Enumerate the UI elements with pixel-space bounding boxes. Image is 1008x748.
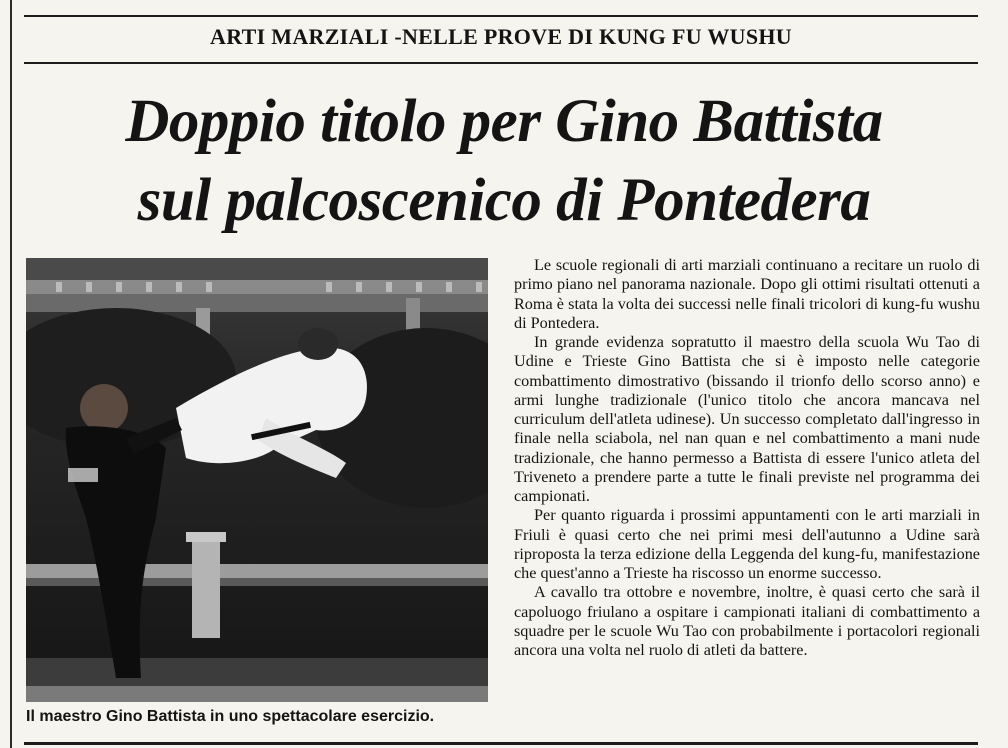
headline-line-2: sul palcoscenico di Pontedera <box>137 167 871 234</box>
kicker-divider <box>24 62 978 64</box>
martial-artist-photo <box>26 258 488 702</box>
section-kicker: ARTI MARZIALI -NELLE PROVE DI KUNG FU WUSHU <box>210 24 792 49</box>
stone-railing <box>26 564 488 578</box>
top-rule <box>24 15 978 17</box>
stone-pillar <box>192 538 220 638</box>
article-paragraph: A cavallo tra ottobre e novembre, inoltre, è quasi certo che sarà il capoluogo friulano a ospitare i campionati italiani di combattimento a squadre per le scuole Wu Tao con probabilmente i portacolori regionali ancora una volta nel ruolo di atleti da battere. <box>514 583 980 659</box>
article-body <box>514 256 980 660</box>
article-paragraph: In grande evidenza sopratutto il maestro della scuola Wu Tao di Udine e Trieste Gino Battista che si è imposto nelle categorie combattimento dimostrativo (bissando il trionfo dello scorso anno) e armi lunghe tradizionale (l'unico titolo che ancora mancava nel curriculum dell'atleta udinese). Un successo completato dall'ingresso in finale nella sciabola, nel nan quan e nel combattimento a mani nude tradizionale, che hanno permesso a Battista di essere l'unico atleta del Triveneto a prendere parte a tutte le finali previste nel programma dei campionati. <box>514 333 980 505</box>
bottom-rule <box>24 742 978 745</box>
left-margin-rule <box>10 0 12 748</box>
article-paragraph: Le scuole regionali di arti marziali continuano a recitare un ruolo di primo piano nel panorama nazionale. Dopo gli ottimi risultati ottenuti a Roma è stata la volta dei successi nelle finali tricolori di kung-fu wushu di Pontedera. <box>514 256 980 332</box>
headline-line-1: Doppio titolo per Gino Battista <box>125 88 883 155</box>
photo-caption: Il maestro Gino Battista in uno spettacolare esercizio. <box>26 708 435 725</box>
article-paragraph: Per quanto riguarda i prossimi appuntamenti con le arti marziali in Friuli è quasi certo che nei primi mesi dell'autunno a Udine sarà riproposta la terza edizione della Leggenda del kung-fu, manifestazione che quest'anno a Trieste ha riscosso un enorme successo. <box>514 506 980 582</box>
photo-illustration <box>26 258 488 702</box>
